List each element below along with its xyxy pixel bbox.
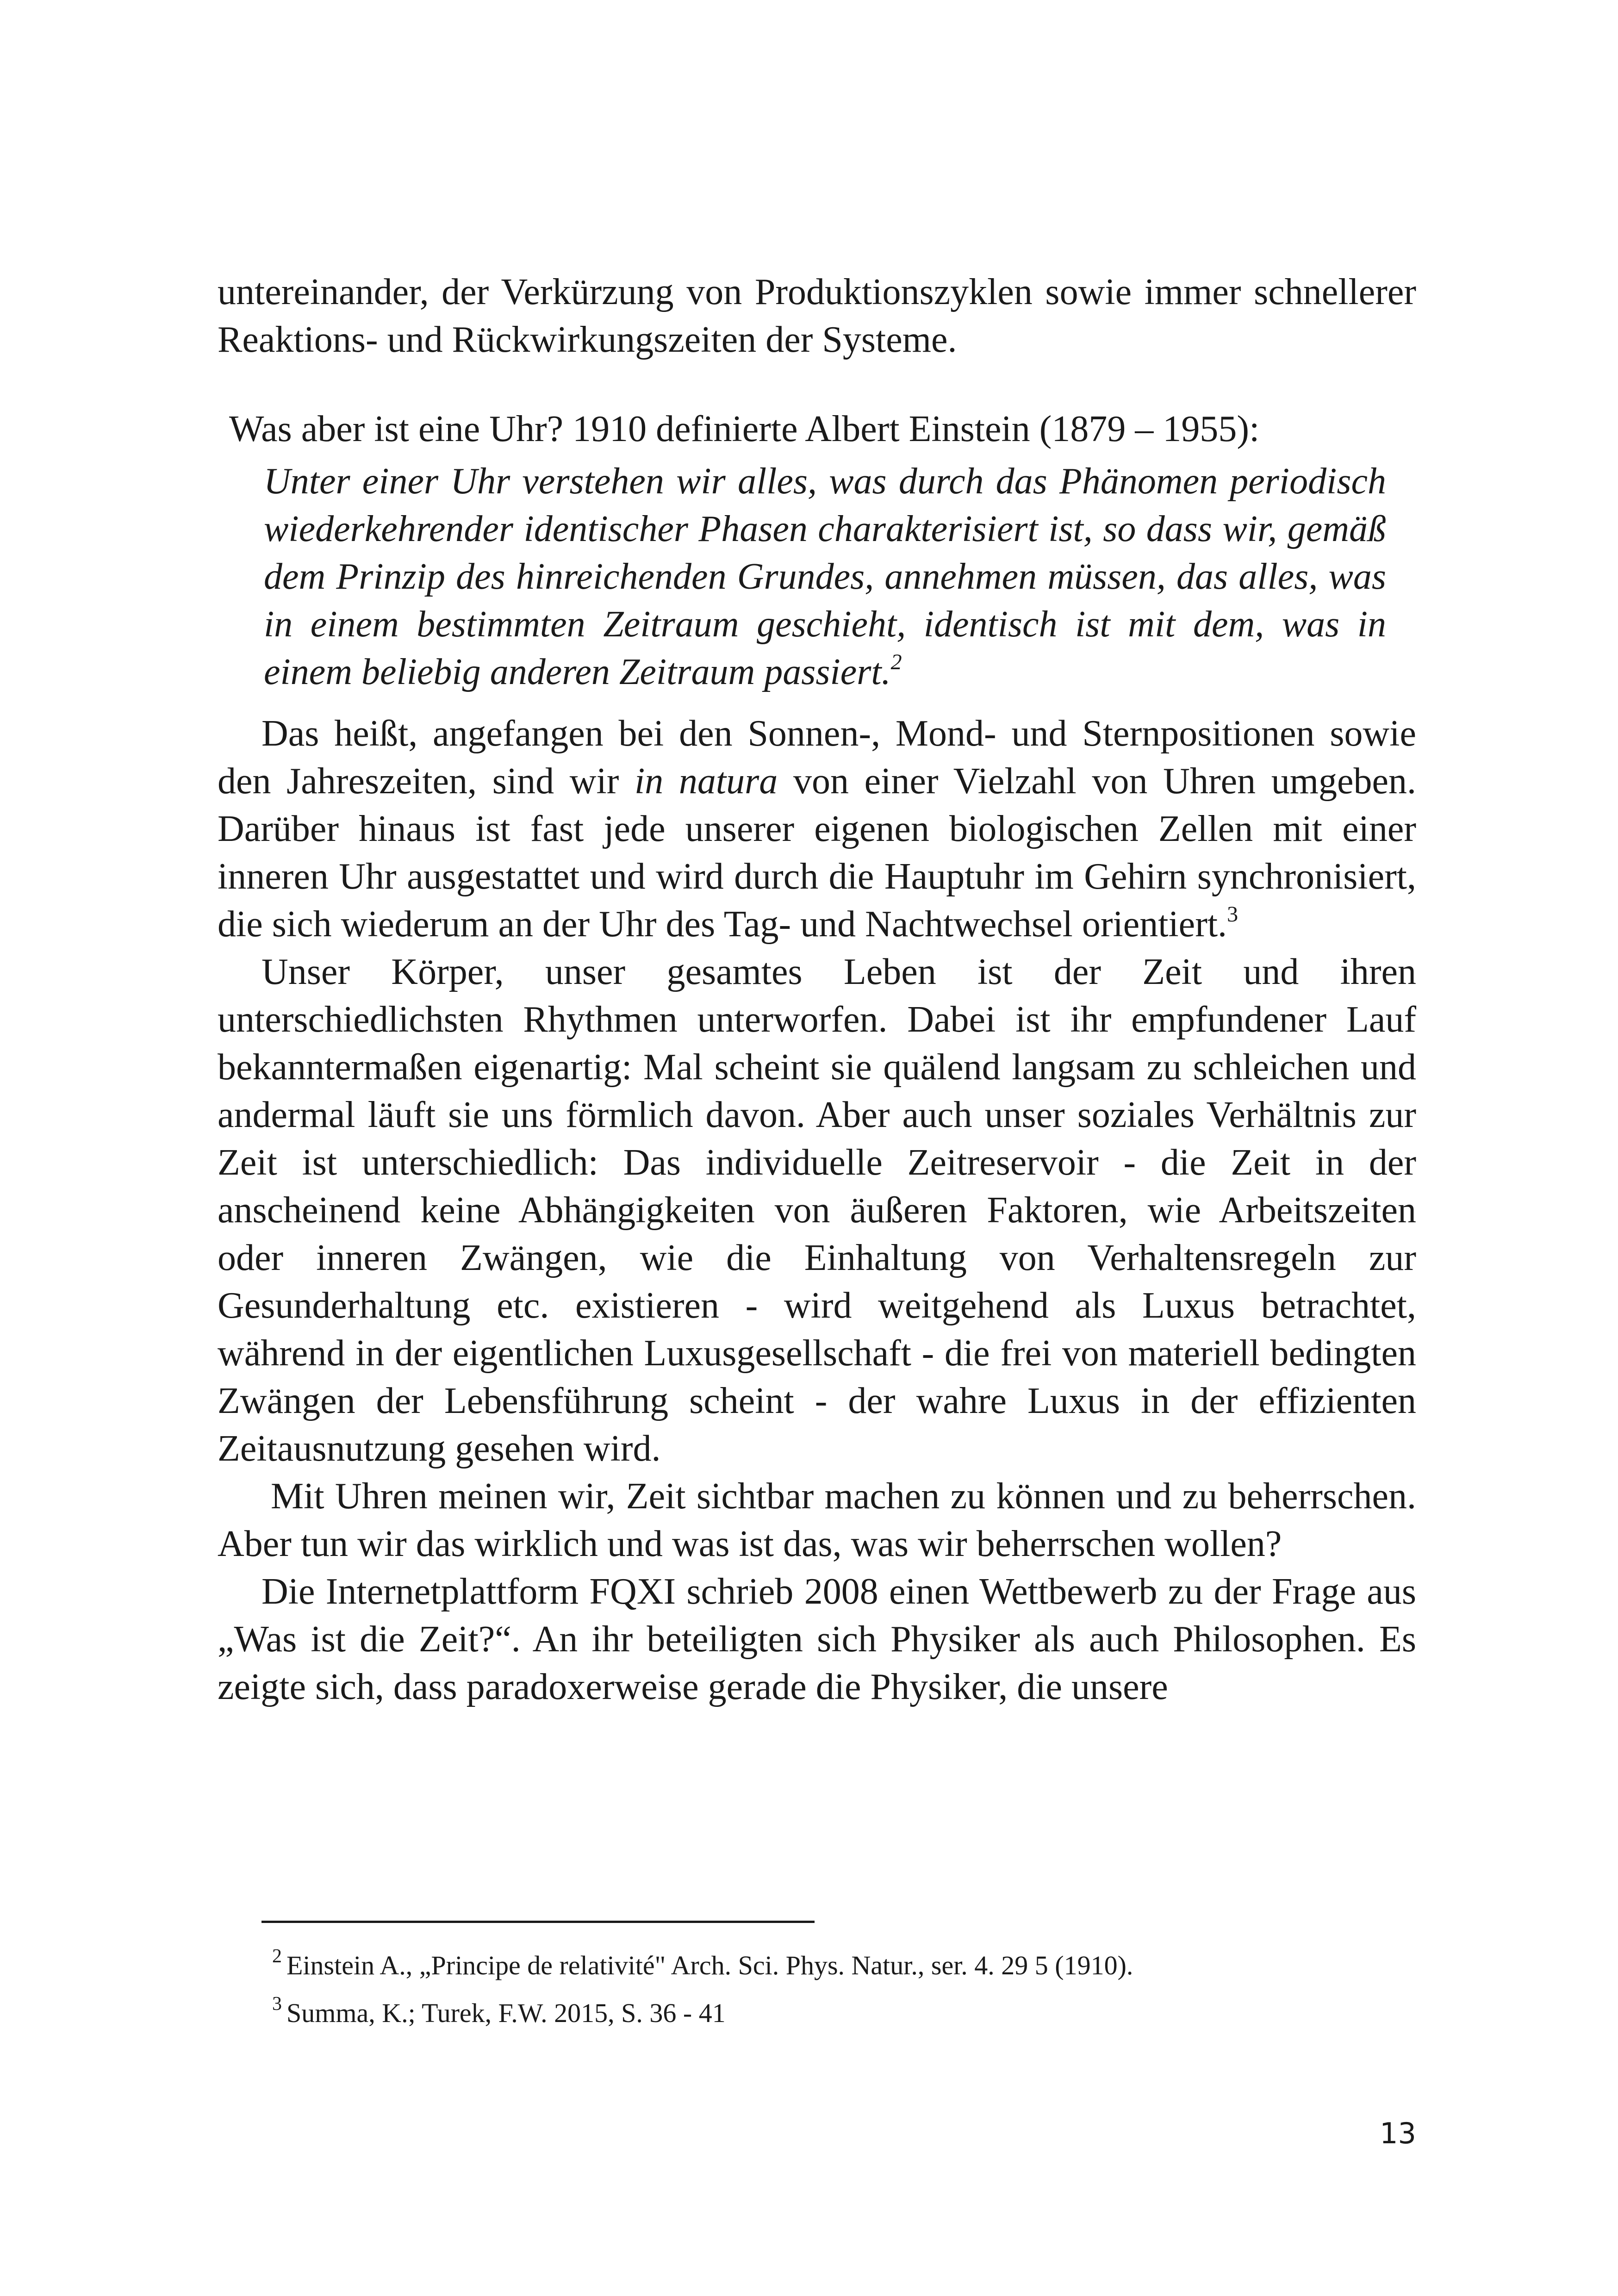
footnote-text: Einstein A., „Principe de relativité" Arch. Sci. Phys. Natur., ser. 4. 29 5 (1910). xyxy=(286,1950,1133,1980)
paragraph-clocks-control: Mit Uhren meinen wir, Zeit sichtbar machen zu können und zu beherrschen. Aber tun wir das wirklich und was ist das, was wir beherrschen wollen? xyxy=(218,1476,1416,1564)
paragraph-fqxi: Die Internetplattform FQXI schrieb 2008 einen Wettbewerb zu der Frage aus „Was ist die Zeit?“. An ihr beteiligten sich Physiker als auch Philosophen. Es zeigte sich, dass paradoxerweise gerade die Physiker, die unsere xyxy=(218,1571,1416,1707)
page-body xyxy=(218,268,1416,1711)
footnote-number: 3 xyxy=(272,1993,282,2015)
einstein-quote xyxy=(264,458,1386,696)
footnotes xyxy=(218,1921,1416,2037)
quote-intro: Was aber ist eine Uhr? 1910 definierte Albert Einstein (1879 – 1955): xyxy=(229,409,1260,449)
footnote-number: 2 xyxy=(272,1946,282,1967)
quote-text: Unter einer Uhr verstehen wir alles, was durch das Phänomen periodisch wiederkehrender identischer Phasen charakterisiert ist, so dass wir, gemäß dem Prinzip des hinreichenden Grundes, annehmen müssen, das alles, was in einem bestimmten Zeitraum geschieht, identisch ist mit dem, was in einem beliebig anderen Zeitraum passiert. xyxy=(264,461,1386,692)
footnote-divider xyxy=(261,1921,815,1923)
paragraph-clocks-after: von einer Vielzahl von Uhren umgeben. Darüber hinaus ist fast jede unserer eigenen biologischen Zellen mit einer inneren Uhr ausgestattet und wird durch die Hauptuhr im Gehirn synchronisiert, die sich wiederum an der Uhr des Tag- und Nachtwechsel orientiert. xyxy=(218,761,1416,945)
footnote-text: Summa, K.; Turek, F.W. 2015, S. 36 - 41 xyxy=(286,1998,726,2028)
paragraph-clocks xyxy=(218,710,1416,948)
footnote-ref-2[interactable]: 2 xyxy=(890,650,902,674)
footnote-3 xyxy=(272,1989,1416,2037)
paragraph-clocks-before: Das heißt, angefangen bei den Sonnen-, Mond- und Sternpositionen sowie den Jahreszeiten, sind wir xyxy=(218,713,1416,802)
page-number: 13 xyxy=(1380,2116,1416,2150)
paragraph-continuation: untereinander, der Verkürzung von Produktionszyklen sowie immer schnellerer Reaktions- und Rückwirkungszeiten der Systeme. xyxy=(218,272,1416,360)
footnote-ref-3[interactable]: 3 xyxy=(1227,902,1238,927)
paragraph-clocks-italic: in natura xyxy=(635,761,778,802)
paragraph-body-time: Unser Körper, unser gesamtes Leben ist der Zeit und ihren unterschiedlichsten Rhythmen unterworfen. Dabei ist ihr empfundener Lauf bekanntermaßen eigenartig: Mal scheint sie quälend langsam zu schleichen und andermal läuft sie uns förmlich davon. Aber auch unser soziales Verhältnis zur Zeit ist unterschiedlich: Das individuelle Zeitreservoir - die Zeit in der anscheinend keine Abhängigkeiten von äußeren Faktoren, wie Arbeitszeiten oder inneren Zwängen, wie die Einhaltung von Verhaltensregeln zur Gesunderhaltung etc. existieren - wird weitgehend als Luxus betrachtet, während in der eigentlichen Luxusgesellschaft - die frei von materiell bedingten Zwängen der Lebensführung scheint - der wahre Luxus in der effizienten Zeitausnutzung gesehen wird. xyxy=(218,952,1416,1469)
footnote-2 xyxy=(272,1941,1416,1989)
